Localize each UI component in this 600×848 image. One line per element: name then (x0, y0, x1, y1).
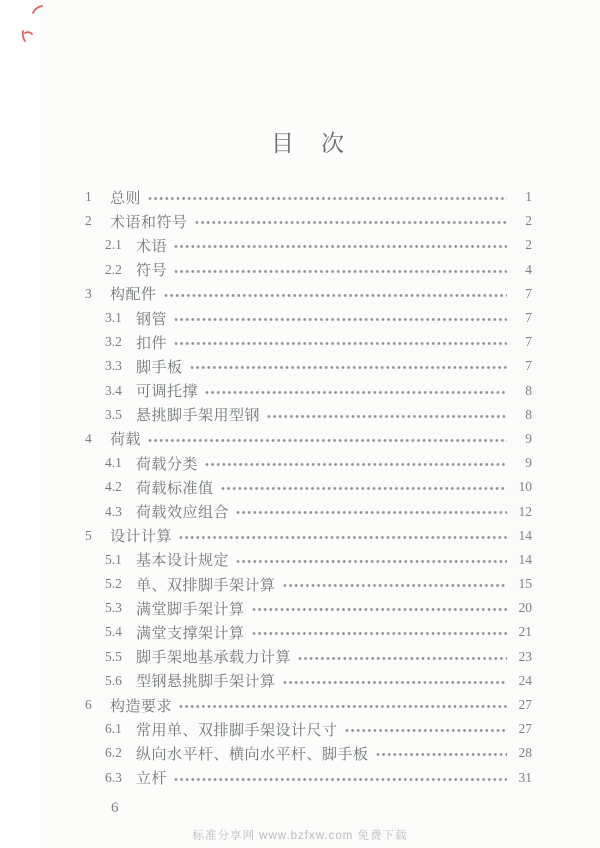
dot-leader (298, 645, 507, 669)
dot-leader (164, 282, 507, 306)
toc-entry-page: 4 (525, 261, 532, 277)
toc-entry-page: 9 (525, 455, 532, 471)
toc-entry-title: 纵向水平杆、横向水平杆、脚手板 (136, 746, 369, 763)
toc-entry (85, 596, 532, 620)
toc-entry-title: 荷载分类 (136, 456, 199, 473)
toc-entry-title: 符号 (136, 263, 168, 280)
toc-entry (85, 524, 532, 548)
toc-entry-page: 7 (525, 334, 532, 350)
dot-leader (283, 669, 507, 693)
toc-entry-title: 荷载 (110, 432, 142, 449)
toc-entry-title: 立杆 (136, 771, 168, 788)
toc-entry-title: 基本设计规定 (136, 553, 230, 570)
red-annotation-mark (31, 3, 45, 21)
toc-entry-title: 钢管 (136, 311, 168, 328)
dot-leader (174, 233, 507, 257)
dot-leader (221, 475, 507, 499)
toc-entry-number: 5.6 (105, 672, 122, 688)
toc-entry-page: 20 (518, 600, 532, 616)
toc-entry-page: 7 (525, 285, 532, 301)
toc-entry-number: 2.2 (105, 261, 122, 277)
toc-entry (85, 693, 532, 717)
toc-entry-number: 5 (85, 527, 92, 543)
dot-leader (267, 403, 507, 427)
dot-leader (174, 330, 507, 354)
toc-entry-number: 4.3 (105, 503, 122, 519)
toc-entry-title: 脚手板 (136, 359, 183, 376)
toc-entry-title: 设计计算 (110, 529, 173, 546)
toc-entry-title: 荷载效应组合 (136, 505, 230, 522)
toc-entry-page: 23 (518, 648, 532, 664)
toc-entry-page: 8 (525, 382, 532, 398)
toc-entry (85, 451, 532, 475)
dot-leader (283, 572, 507, 596)
dot-leader (179, 524, 507, 548)
dot-leader (252, 620, 507, 644)
toc-entry-page: 10 (518, 479, 532, 495)
toc-entry (85, 572, 532, 596)
toc-entry-page: 9 (525, 430, 532, 446)
toc-entry (85, 645, 532, 669)
toc-entry (85, 669, 532, 693)
toc-entry-page: 7 (525, 310, 532, 326)
toc-entry-page: 31 (518, 769, 532, 785)
toc-entry (85, 499, 532, 523)
dot-leader (174, 766, 507, 790)
toc-entry-page: 14 (518, 527, 532, 543)
toc-entry (85, 209, 532, 233)
toc-entry-page: 27 (518, 721, 532, 737)
toc-entry-page: 24 (518, 672, 532, 688)
watermark-footer: 标准分享网 www.bzfxw.com 免费下载 (192, 830, 408, 842)
dot-leader (236, 548, 507, 572)
toc-entry-page: 7 (525, 358, 532, 374)
toc-entry (85, 475, 532, 499)
toc-entry-page: 8 (525, 406, 532, 422)
dot-leader (179, 693, 507, 717)
toc-entry (85, 379, 532, 403)
toc-entry (85, 233, 532, 257)
dot-leader (345, 717, 507, 741)
toc-entry-title: 术语 (136, 238, 168, 255)
toc-entry-title: 扣件 (136, 335, 168, 352)
toc-entry-title: 常用单、双排脚手架设计尺寸 (136, 722, 338, 739)
toc-entry-title: 满堂脚手架计算 (136, 601, 245, 618)
toc-entry-number: 3.5 (105, 406, 122, 422)
toc-entry (85, 330, 532, 354)
toc-entry-number: 5.4 (105, 624, 122, 640)
toc-entry-number: 6.3 (105, 769, 122, 785)
toc-entry-title: 术语和符号 (110, 214, 188, 231)
toc-entry (85, 258, 532, 282)
toc-entry-number: 3.1 (105, 310, 122, 326)
toc-entry (85, 620, 532, 644)
toc-entry (85, 717, 532, 741)
toc-entry-number: 4.2 (105, 479, 122, 495)
toc-entry-title: 荷载标准值 (136, 480, 214, 497)
toc-entry-title: 型钢悬挑脚手架计算 (136, 674, 276, 691)
toc-entry-number: 3.4 (105, 382, 122, 398)
red-annotation-mark (20, 29, 35, 48)
dot-leader (252, 596, 507, 620)
toc-entry-title: 构造要求 (110, 698, 173, 715)
toc-entry-number: 1 (85, 189, 92, 205)
toc-entry-number: 3.2 (105, 334, 122, 350)
toc-entry (85, 282, 532, 306)
toc-entry (85, 548, 532, 572)
toc-entry-page: 14 (518, 551, 532, 567)
toc-entry-number: 6.2 (105, 745, 122, 761)
toc-entry-number: 6.1 (105, 721, 122, 737)
toc-list (85, 185, 532, 790)
dot-leader (174, 306, 507, 330)
toc-entry (85, 427, 532, 451)
dot-leader (376, 741, 507, 765)
toc-entry-title: 单、双排脚手架计算 (136, 577, 276, 594)
toc-entry-page: 27 (518, 697, 532, 713)
toc-entry-number: 2.1 (105, 237, 122, 253)
toc-entry-number: 5.2 (105, 576, 122, 592)
toc-entry (85, 766, 532, 790)
toc-entry-number: 5.3 (105, 600, 122, 616)
toc-entry-page: 28 (518, 745, 532, 761)
toc-entry-number: 5.1 (105, 551, 122, 567)
page-number: 6 (111, 800, 119, 816)
toc-entry-number: 3.3 (105, 358, 122, 374)
toc-entry-number: 4.1 (105, 455, 122, 471)
toc-entry (85, 354, 532, 378)
dot-leader (195, 209, 507, 233)
toc-entry-page: 12 (518, 503, 532, 519)
dot-leader (174, 258, 507, 282)
toc-entry-title: 满堂支撑架计算 (136, 625, 245, 642)
page-title: 目 次 (271, 131, 346, 156)
toc-entry-title: 可调托撑 (136, 384, 199, 401)
toc-entry-number: 6 (85, 697, 92, 713)
toc-entry-page: 2 (525, 213, 532, 229)
toc-entry (85, 306, 532, 330)
toc-entry-page: 2 (525, 237, 532, 253)
dot-leader (205, 451, 507, 475)
toc-entry-title: 脚手架地基承载力计算 (136, 650, 292, 667)
toc-entry (85, 741, 532, 765)
toc-entry-title: 悬挑脚手架用型钢 (136, 408, 261, 425)
toc-entry-title: 构配件 (110, 287, 157, 304)
toc-entry (85, 403, 532, 427)
toc-entry-page: 1 (525, 189, 532, 205)
toc-entry-number: 3 (85, 285, 92, 301)
toc-entry-number: 4 (85, 430, 92, 446)
toc-entry-page: 21 (518, 624, 532, 640)
toc-entry (85, 185, 532, 209)
toc-entry-number: 2 (85, 213, 92, 229)
toc-entry-number: 5.5 (105, 648, 122, 664)
dot-leader (148, 185, 507, 209)
toc-entry-page: 15 (518, 576, 532, 592)
toc-entry-title: 总则 (110, 190, 142, 207)
dot-leader (236, 499, 507, 523)
dot-leader (148, 427, 507, 451)
dot-leader (205, 379, 507, 403)
dot-leader (190, 354, 507, 378)
